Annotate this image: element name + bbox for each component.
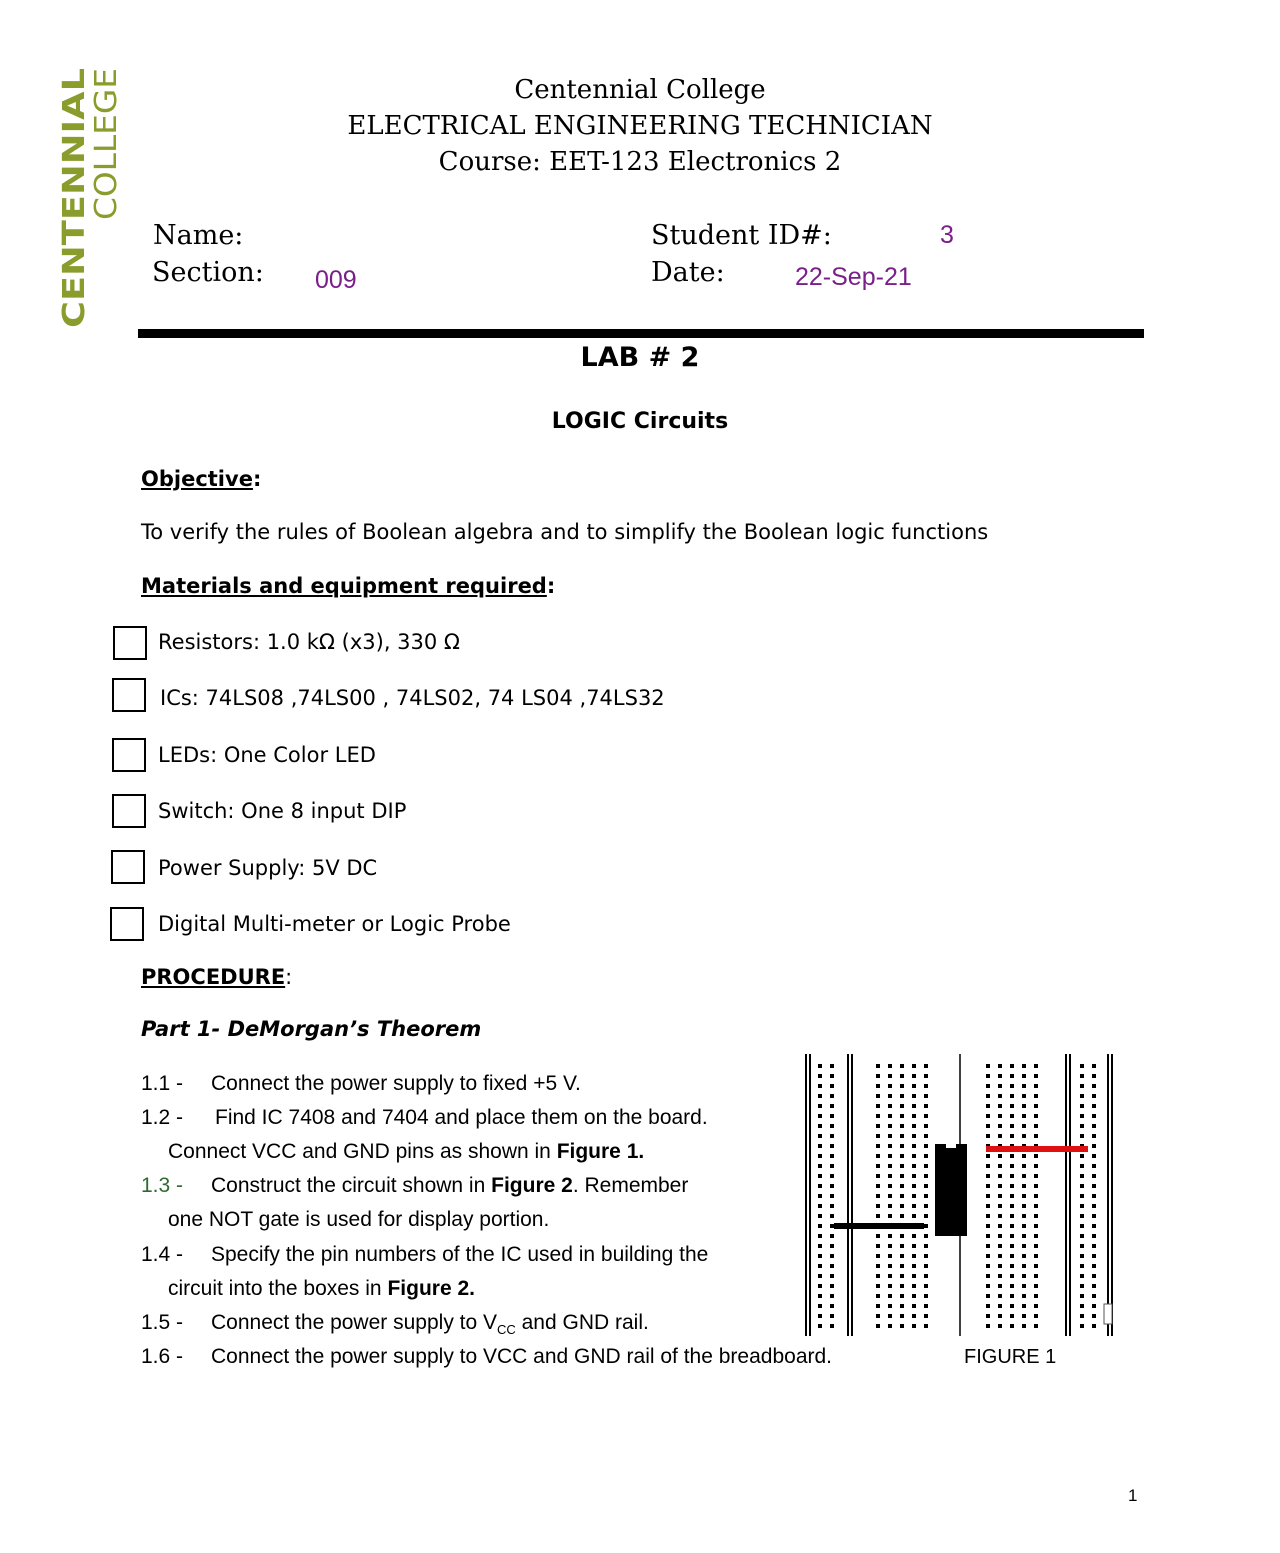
material-checkbox-1[interactable] — [113, 626, 147, 660]
date-value: 22-Sep-21 — [795, 263, 912, 291]
step-1-1: 1.1 - Connect the power supply to fixed +5 V. — [141, 1072, 581, 1095]
black-jumper-wire — [834, 1223, 924, 1229]
header-block — [0, 72, 1280, 180]
material-checkbox-6[interactable] — [110, 907, 144, 941]
step-1-3-continued: one NOT gate is used for display portion. — [168, 1208, 550, 1231]
step-1-3: 1.3 - Construct the circuit shown in Figure 2. Remember — [141, 1174, 689, 1197]
step-1-5: 1.5 - Connect the power supply to $V_{CC}$ and GND rail. — [141, 1311, 649, 1338]
objective-text: To verify the rules of Boolean algebra and to simplify the Boolean logic functions — [141, 520, 989, 544]
step-1-4: 1.4 - Specify the pin numbers of the IC used in building the — [141, 1243, 709, 1266]
lab-title: LOGIC Circuits — [551, 409, 729, 434]
material-checkbox-4[interactable] — [112, 794, 146, 828]
course-name: Course: EET-123 Electronics 2 — [438, 147, 842, 177]
date-label: Date: — [651, 257, 725, 288]
program-name: ELECTRICAL ENGINEERING TECHNICIAN — [347, 111, 933, 141]
logo-word-college: COLLEGE — [89, 80, 124, 220]
step-1-4-continued: circuit into the boxes in Figure 2. — [168, 1277, 475, 1300]
material-item-2: ICs: 74LS08 ,74LS00 , 74LS02, 74 LS04 ,74LS32 — [160, 686, 665, 710]
step-1-6: 1.6 - Connect the power supply to VCC and GND rail of the breadboard. — [141, 1345, 833, 1368]
material-item-3: LEDs: One Color LED — [158, 743, 376, 767]
procedure-heading: PROCEDURE — [141, 965, 286, 989]
board-tab — [1104, 1304, 1112, 1324]
procedure-heading-line: PROCEDURE: — [141, 965, 293, 989]
college-name: Centennial College — [514, 75, 766, 105]
figure-1-caption: FIGURE 1 — [964, 1346, 1057, 1368]
material-checkbox-5[interactable] — [111, 850, 145, 884]
material-item-6: Digital Multi-meter or Logic Probe — [158, 912, 511, 936]
section-value: 009 — [315, 266, 357, 294]
figure-1-breadboard — [804, 1054, 1114, 1339]
page-number: 1 — [1128, 1486, 1138, 1505]
red-jumper-wire — [986, 1146, 1088, 1152]
objective-heading-line: Objective: — [141, 467, 262, 491]
step-1-2: 1.2 - Find IC 7408 and 7404 and place them on the board. — [141, 1106, 708, 1129]
student-id-value: 3 — [940, 221, 954, 249]
horizontal-rule — [138, 329, 1144, 338]
materials-heading-line: Materials and equipment required: — [141, 574, 556, 598]
material-checkbox-3[interactable] — [112, 738, 146, 772]
ic-notch — [946, 1142, 956, 1148]
materials-heading: Materials and equipment required — [141, 574, 547, 598]
material-item-1: Resistors: 1.0 kΩ (x3), 330 Ω — [158, 630, 460, 654]
material-checkbox-2[interactable] — [112, 678, 146, 712]
ic-chip — [935, 1144, 967, 1236]
material-item-5: Power Supply: 5V DC — [158, 856, 378, 880]
name-label: Name: — [153, 220, 244, 251]
step-1-2-continued: Connect VCC and GND pins as shown in Figure 1. — [168, 1140, 645, 1163]
logo-word-centennial: CENTENNIAL — [57, 115, 92, 328]
section-label: Section: — [152, 257, 264, 288]
part1-title: Part 1- DeMorgan’s Theorem — [141, 1017, 482, 1041]
objective-heading: Objective — [141, 467, 253, 491]
lab-number: LAB # 2 — [580, 342, 700, 373]
student-id-label: Student ID#: — [651, 220, 832, 251]
material-item-4: Switch: One 8 input DIP — [158, 799, 407, 823]
